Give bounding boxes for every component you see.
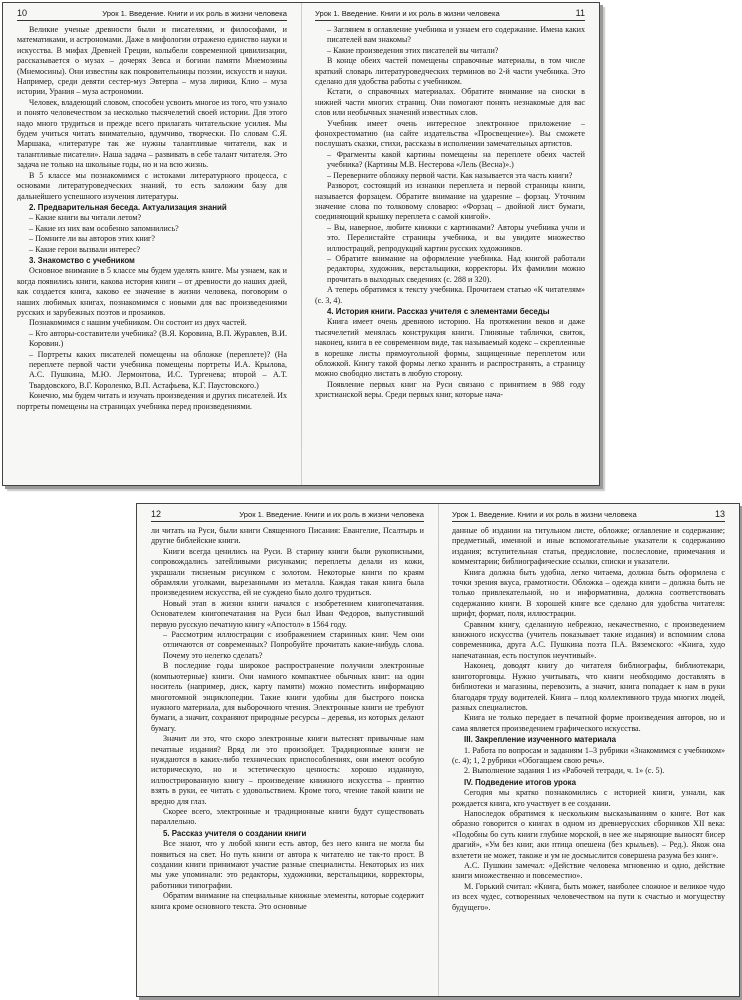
paragraph: В конце обеих частей помещены справочные материалы, в том числе краткий словарь литературоведческих терминов во 2-й части учебника. Это сделано для удобства работы с учебником. xyxy=(315,56,585,87)
section-heading: IV. Подведение итогов урока xyxy=(464,777,576,787)
question-line: – Помните ли вы авторов этих книг? xyxy=(29,234,155,244)
page-number: 11 xyxy=(575,8,585,18)
header-title: Урок 1. Введение. Книги и их роль в жизни человека xyxy=(102,9,287,18)
page-number: 12 xyxy=(151,509,162,519)
page-text xyxy=(315,25,585,481)
question-line: – Какие произведения этих писателей вы читали? xyxy=(327,45,499,55)
spread-pages-10-11 xyxy=(2,2,600,486)
paragraph: М. Горький считал: «Книга, быть может, наиболее сложное и великое чудо из всех чудес, сотворенных человечеством на пути к счастью и могуществу будущего». xyxy=(452,881,725,912)
paragraph: ли читать на Руси, были книги Священного Писания: Евангелие, Псалтырь и другие библейские книги. xyxy=(151,526,424,546)
page-text xyxy=(151,526,424,992)
paragraph: Книга имеет очень древнюю историю. На протяжении веков и даже тысячелетий менялась конструкция книги. Глиняные таблички, свиток, наконец, книга в ее современном виде, так называемый кодекс – скрепленные в корешке листы прямоугольной формы, защищенные переплетом или обложкой. Книгу такой формы легко хранить и распространять, а страницу можно свободно листать в любую сторону. xyxy=(315,317,585,379)
paragraph: Разворот, состоящий из изнанки переплета и первой страницы книги, называется форзацем. Обратите внимание на ударение – форзац. Уточним значение слова по толковому словарю: «Форзац – двойной лист бумаги, соединяющий крышку переплета с самой книгой». xyxy=(315,181,585,222)
paragraph: данные об издании на титульном листе, обложке; оглавление и содержание; предметный, именной и иные вспомогательные указатели к содержанию издания; вступительная статья, предисловие, послесловие, примечания и комментарии; библиографические ссылки, списки и указатели. xyxy=(452,526,725,567)
paragraph: Напоследок обратимся к нескольким высказываниям о книге. Вот как образно говорится о книгах в одном из древнерусских сборников XII века: «Подобны бо суть книги глубине морской, в нее же ныряющие выносят бисер драгий», «Ум без книг, аки птица опешена (без крыльев). – Ред.). Якож она взлетети не может, такоже и ум не досмыслится совершена разума без книг». xyxy=(452,808,725,860)
page-text xyxy=(17,25,287,481)
question-line: – Обратите внимание на оформление учебника. Над книгой работали редакторы, художник, верстальщики, корректоры. Их фамилии можно прочитать в выходных сведениях (с. 288 и 320). xyxy=(327,253,585,284)
paragraph: 2. Выполнение задания 1 из «Рабочей тетради, ч. 1» (с. 5). xyxy=(464,766,665,776)
page-text xyxy=(452,526,725,992)
running-header xyxy=(452,508,725,522)
question-line: – Вы, наверное, любите книжки с картинками? Авторы учебника учли и это. Перелистайте страницы учебника, и вы увидите множество иллюстраций, репродукций картин русских художников. xyxy=(327,222,585,253)
paragraph: Познакомимся с нашим учебником. Он состоит из двух частей. xyxy=(29,318,247,328)
question-line: – Кто авторы-составители учебника? (В.Я. Коровина, В.П. Журавлев, В.И. Коровин.) xyxy=(29,328,287,349)
page-10 xyxy=(3,3,301,485)
question-line: – Фрагменты какой картины помещены на переплете обеих частей учебника? (Картины М.В. Нестерова «Лель (Весна)».) xyxy=(327,149,585,170)
spread-pages-12-13 xyxy=(136,503,740,997)
page-number: 10 xyxy=(17,8,28,18)
section-heading: 2. Предварительная беседа. Актуализация знаний xyxy=(29,202,227,212)
paragraph: Учебник имеет очень интересное электронное приложение – фонохрестоматию (на сайте издательства «Просвещение»). Вы сможете послушать сказки, стихи, рассказы в исполнении замечательных артистов. xyxy=(315,118,585,149)
header-title: Урок 1. Введение. Книги и их роль в жизни человека xyxy=(452,510,637,519)
paragraph: Сравним книгу, сделанную небрежно, некачественно, с произведением книжного искусства (учитель показывает такие издания) и вспомним слова современника, друга А.С. Пушкина поэта П.А. Вяземского: «Книга, худо напечатанная, есть поступок неучтивый». xyxy=(452,619,725,660)
paragraph: В последние годы широкое распространение получили электронные (компьютерные) книги. Они намного компактнее обычных книг: на один носитель (например, диск, карту памяти) можно поместить информацию многотомной энциклопедии. Такие книги удобны для быстрого поиска нужного материала, для выборочного чтения. Электронные книги не требуют бумаги, а значит, сохраняют природные ресурсы – деревья, из которых делают бумагу. xyxy=(151,661,424,733)
paragraph: А теперь обратимся к тексту учебника. Прочитаем статью «К читателям» (с. 3, 4). xyxy=(315,285,585,305)
question-line: – Какие книги вы читали летом? xyxy=(29,213,142,223)
question-line: – Рассмотрим иллюстрации с изображением старинных книг. Чем они отличаются от современных? Попробуйте прочитать какие-нибудь слова. Почему это нелегко сделать? xyxy=(163,630,424,660)
paragraph: 1. Работа по вопросам и заданиям 1–3 рубрики «Знакомимся с учебником» (с. 4); 1, 2 рубрики «Обогащаем свою речь». xyxy=(452,745,725,765)
paragraph: Наконец, доводят книгу до читателя библиографы, библиотекари, книготорговцы. Нужно учитывать, что книги необходимо доставлять в библиотеки и магазины, перевозить, а значит, книга попадает к нам в руки благодаря труду водителей. Книга – плод коллективного труда многих людей, разных специалистов. xyxy=(452,661,725,712)
section-heading: III. Закрепление изученного материала xyxy=(464,735,617,745)
paragraph: Значит ли это, что скоро электронные книги вытеснят привычные нам печатные издания? Вряд ли это произойдет. Традиционные книги не нуждаются в каких-либо технических приспособлениях, они имеют особую историческую, но и эстетическую ценность: хорошо изданную, иллюстрированную книгу – произведение книжного искусства – приятно взять в руки, ее читать с удовольствием. Кроме того, чтение такой книги не вредно для глаз. xyxy=(151,734,424,806)
question-line: – Какие из них вам особенно запомнились? xyxy=(29,223,179,233)
paragraph: Кстати, о справочных материалах. Обратите внимание на сноски в нижней части многих страниц. Они помогают понять незнакомые для вас слов или необычных значений известных слов. xyxy=(315,87,585,118)
paragraph: Обратим внимание на специальные книжные элементы, которые содержит книга кроме основного текста. Это основные xyxy=(151,891,424,911)
page-number: 13 xyxy=(714,509,725,519)
paragraph: Основное внимание в 5 классе мы будем уделять книге. Мы узнаем, как и когда появились книги, какова история книги – от древности до наших дней, как создается книга, каково ее значение в жизни человека, поговорим о наших любимых книгах, познакомимся с новыми для вас произведениями русских и зарубежных поэтов и прозаиков. xyxy=(17,266,287,317)
paragraph: Сегодня мы кратко познакомились с историей книги, узнали, как рождается книга, кто участвует в ее создании. xyxy=(452,788,725,808)
running-header xyxy=(151,508,424,522)
paragraph: Конечно, мы будем читать и изучать произведения и других писателей. Их портреты помещены на страницах учебника перед произведениями. xyxy=(17,391,287,411)
section-heading: 3. Знакомство с учебником xyxy=(29,255,135,265)
paragraph: Все знают, что у любой книги есть автор, без него книга не могла бы появиться на свет. Но путь книги от автора к читателю не так-то прост. В создании книги принимают участие разные специалисты. Некоторых из них мы уже упоминали: это редакторы, художники, верстальщики, корректоры, работники типографии. xyxy=(151,839,424,890)
paragraph: Книги всегда ценились на Руси. В старину книги были рукописными, сопровождались затейливыми рисунками; переплеты делали из кожи, украшали тисненым рисунком с золотом. Некоторые книги по краям обрамляли уголками, вырезанными из металла. Каждая такая книга была произведением искусства, ей не суждено было долго трудиться. xyxy=(151,546,424,598)
question-line: – Какие герои вызвали интерес? xyxy=(29,244,141,254)
running-header xyxy=(315,7,585,21)
header-title: Урок 1. Введение. Книги и их роль в жизни человека xyxy=(315,9,500,18)
question-line: – Переверните обложку первой части. Как называется эта часть книги? xyxy=(327,170,573,180)
paragraph: Скорее всего, электронные и традиционные книги будут существовать параллельно. xyxy=(151,806,424,827)
section-heading: 5. Рассказ учителя о создании книги xyxy=(163,828,307,838)
paragraph: А.С. Пушкин замечал: «Действие человека мгновенно и одно, действие книги множественно и повсеместно». xyxy=(452,861,725,881)
paragraph: Новый этап в жизни книги начался с изобретением книгопечатания. Основателем книгопечатания на Руси был Иван Федоров, выпустивший первую русскую печатную книгу «Апостол» в 1564 году. xyxy=(151,598,424,629)
question-line: – Портреты каких писателей помещены на обложке (переплете)? (На переплете первой части учебника помещены портреты И.А. Крылова, А.С. Пушкина, М.Ю. Лермонтова, И.С. Тургенева; второй – А.Т. Твардовского, В.Г. Короленко, В.П. Астафьева, К.Г. Паустовского.) xyxy=(29,349,287,390)
section-heading: 4. История книги. Рассказ учителя с элементами беседы xyxy=(327,306,550,316)
question-line: – Заглянем в оглавление учебника и узнаем его содержание. Имена каких писателей вам знакомы? xyxy=(327,25,585,45)
header-title: Урок 1. Введение. Книги и их роль в жизни человека xyxy=(239,510,424,519)
paragraph: Человек, владеющий словом, способен усвоить многое из того, что узнало и понято человечеством за несколько тысячелетий своей истории. Для этого надо много трудиться и прежде всего прилагать читательские усилия. Мы будем учиться читать внимательно, вдумчиво, творчески. По словам С.Я. Маршака, «литературе так же нужны талантливые читатели, как и талантливые писатели». Наша задача – развивать в себе талант читателя. Это задача не только на школьные годы, но и на всю жизнь. xyxy=(17,97,287,170)
paragraph: Появление первых книг на Руси связано с принятием в 988 году христианской веры. Среди первых книг, которые нача- xyxy=(315,379,585,400)
page-11 xyxy=(301,3,599,485)
page-12 xyxy=(137,504,438,996)
paragraph: Книга должна быть удобна, легко читаема, должна быть оформлена с точки зрения вкуса, грамотности. Обложка – одежда книги – должна быть не только привлекательной, но и информативна, должна соответствовать содержанию книги. В хорошей книге все сделано для удобства читателя: шрифт, формат, поля, иллюстрации. xyxy=(452,567,725,619)
page-13 xyxy=(438,504,739,996)
running-header xyxy=(17,7,287,21)
paragraph: Книга не только передает в печатной форме произведения авторов, но и сама является произведением графического искусства. xyxy=(452,713,725,733)
paragraph: Великие ученые древности были и писателями, и философами, и математиками, и астрономами. Даже в мифологии отражено единство науки и искусства. В мифах Древней Греции, колыбели современной цивилизации, рассказывается о музах – дочерях Зевса и богини памяти Мнемозины (Мнемосины). Они известны как покровительницы поэзии, искусств и науки. Например, среди девяти сестер-муз Эвтерпа – муза лирики, Клио – муза истории, Урания – муза астрономии. xyxy=(17,25,287,97)
paragraph: В 5 классе мы познакомимся с истоками литературного процесса, с основами литературоведческих знаний, то есть заложим базу для дальнейшего успешного изучения литературы. xyxy=(17,170,287,201)
